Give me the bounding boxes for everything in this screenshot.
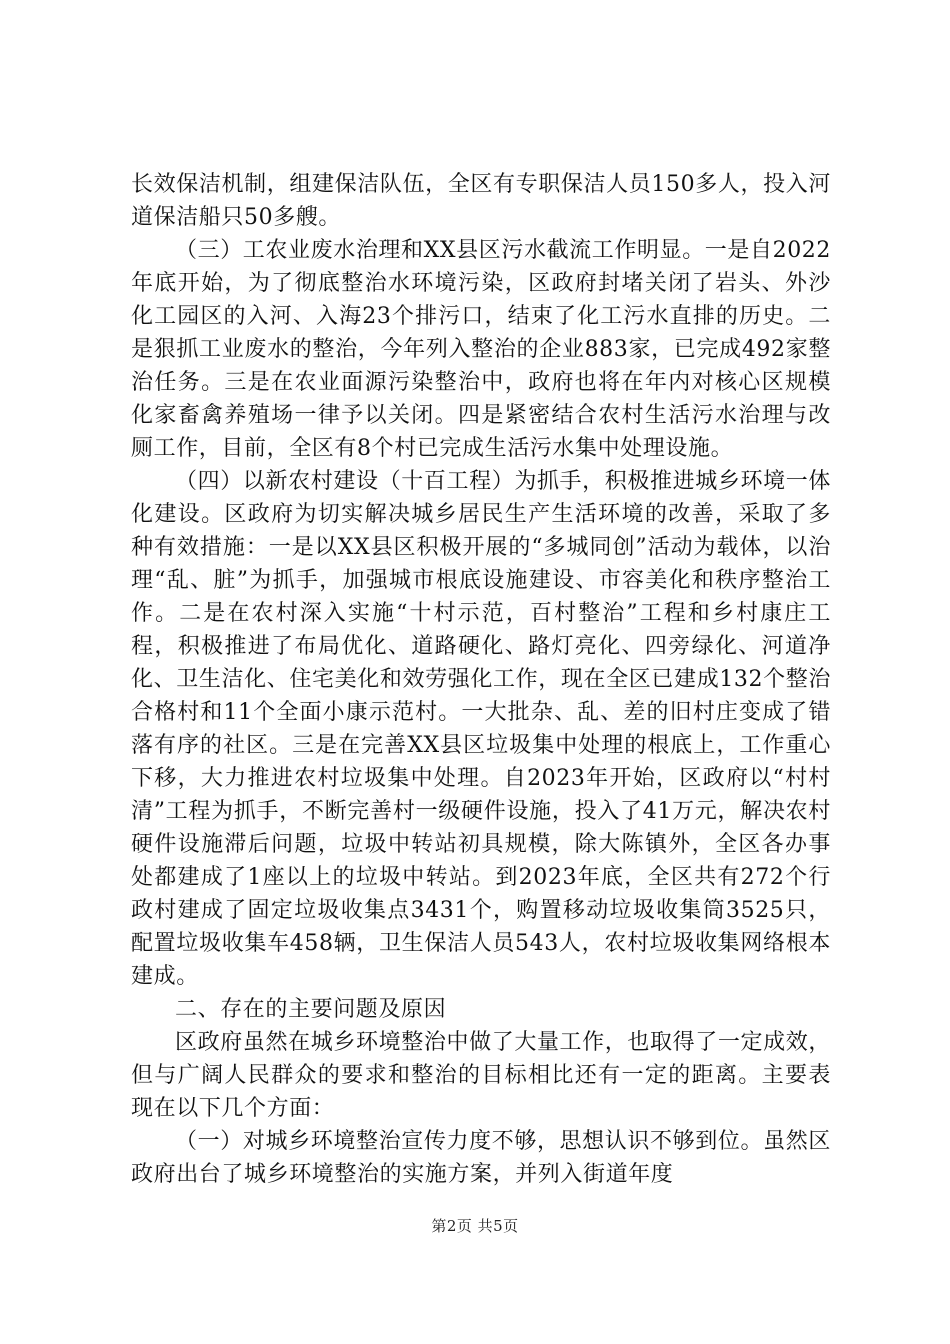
- page-footer: 第2页 共5页: [431, 1217, 519, 1235]
- section-heading-2: 二、存在的主要问题及原因: [175, 997, 447, 1022]
- paragraph-3: （四）以新农村建设（十百工程）为抓手，积极推进城乡环境一体化建设。区政府为切实解决城乡居民生产生活环境的改善，采取了多种有效措施：一是以XX县区积极开展的“多城同创”活动为载体，以治理“乱、脏”为抓手，加强城市根底设施建设、市容美化和秩序整治工作。二是在农村深入实施“十村示范，百村整治”工程和乡村康庄工程，积极推进了布局优化、道路硬化、路灯亮化、四旁绿化、河道净化、卫生洁化、住宅美化和效劳强化工作，现在全区已建成132个整治合格村和11个全面小康示范村。一大批杂、乱、差的旧村庄变成了错落有序的社区。三是在完善XX县区垃圾集中处理的根底上，工作重心下移，大力推进农村垃圾集中处理。自2023年开始，区政府以“村村清”工程为抓手，不断完善村一级硬件设施，投入了41万元，解决农村硬件设施滞后问题，垃圾中转站初具规模，除大陈镇外，全区各办事处都建成了1座以上的垃圾中转站。到2023年底，全区共有272个行政村建成了固定垃圾收集点3431个，购置移动垃圾收集筒3525只，配置垃圾收集车458辆，卫生保洁人员543人，农村垃圾收集网络根本建成。: [131, 469, 831, 989]
- document-body: [131, 168, 831, 1191]
- paragraph-6: （一）对城乡环境整治宣传力度不够，思想认识不够到位。虽然区政府出台了城乡环境整治的实施方案，并列入街道年度: [131, 1129, 831, 1187]
- paragraph-5: 区政府虽然在城乡环境整治中做了大量工作，也取得了一定成效，但与广阔人民群众的要求和整治的目标相比还有一定的距离。主要表现在以下几个方面：: [131, 1030, 831, 1121]
- paragraph-2: （三）工农业废水治理和XX县区污水截流工作明显。一是自2022年底开始，为了彻底整治水环境污染，区政府封堵关闭了岩头、外沙化工园区的入河、入海23个排污口，结束了化工污水直排的历史。二是狠抓工业废水的整治，今年列入整治的企业883家，已完成492家整治任务。三是在农业面源污染整治中，政府也将在年内对核心区规模化家畜禽养殖场一律予以关闭。四是紧密结合农村生活污水治理与改厕工作，目前，全区有8个村已完成生活污水集中处理设施。: [131, 238, 831, 461]
- paragraph-1: 长效保洁机制，组建保洁队伍，全区有专职保洁人员150多人，投入河道保洁船只50多艘。: [131, 172, 831, 230]
